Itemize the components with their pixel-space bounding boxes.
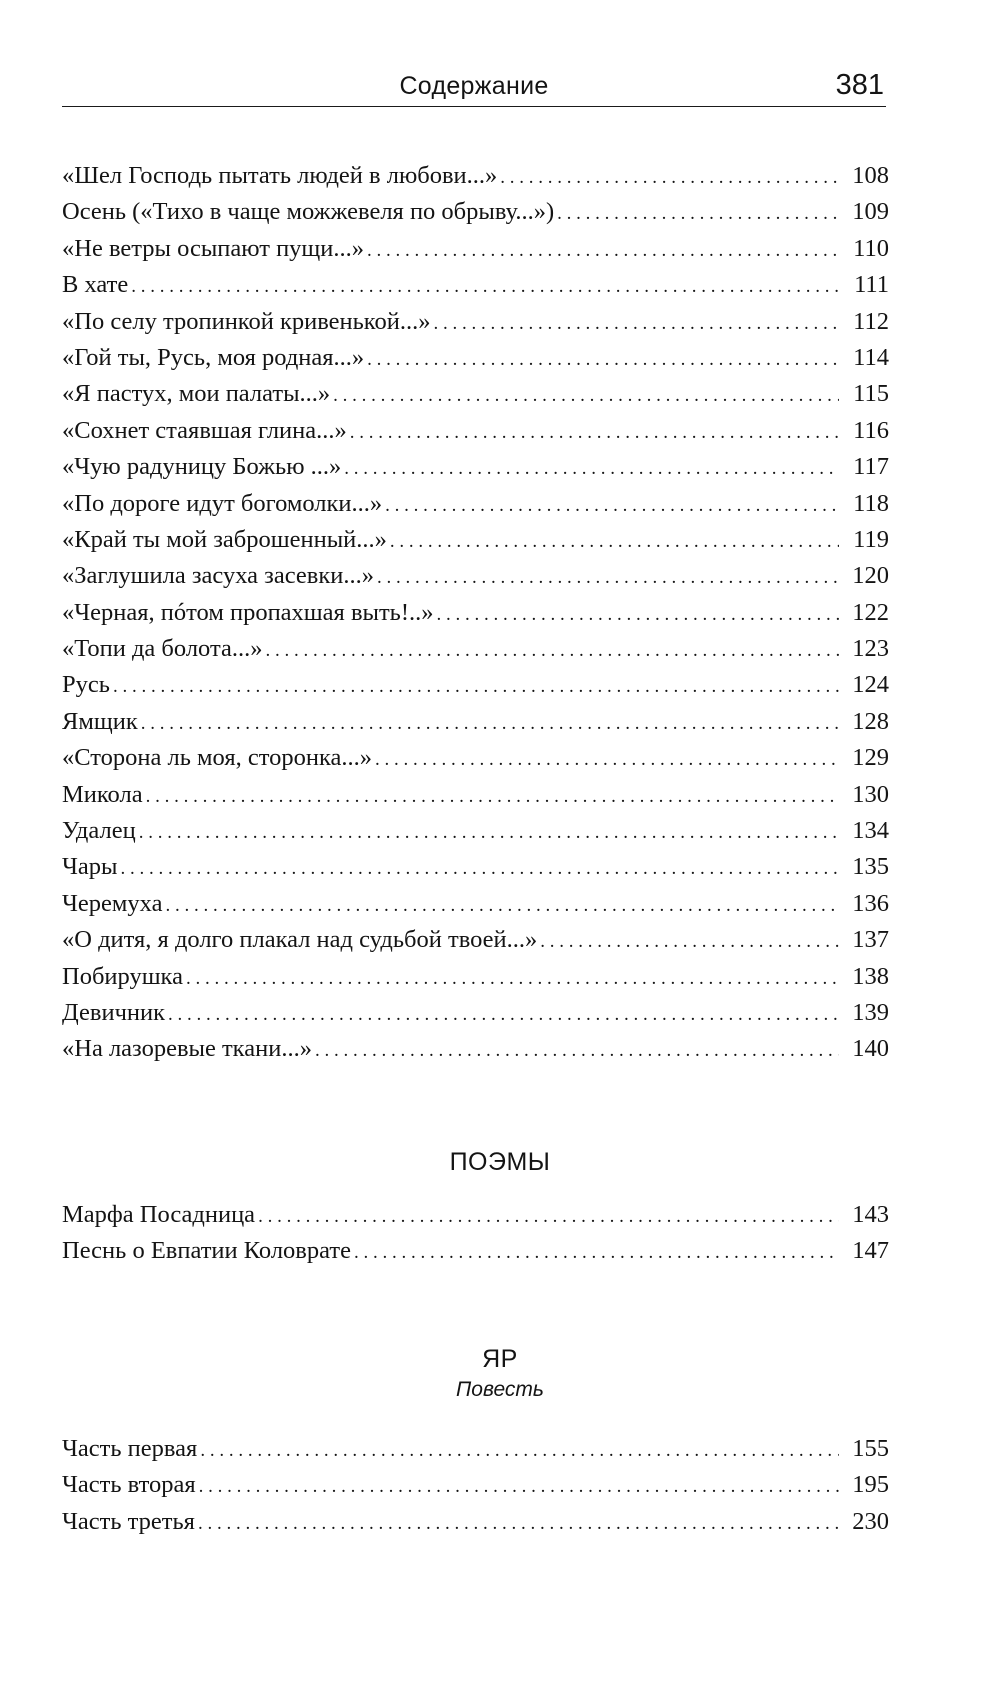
toc-entry-title: «Край ты мой заброшенный...»: [62, 525, 387, 553]
dot-leader: [200, 1433, 839, 1469]
toc-entry-page: 112: [853, 307, 889, 335]
toc-entry-page: 111: [854, 271, 889, 299]
toc-entry-title: «На лазоревые ткани...»: [62, 1035, 312, 1063]
toc-entry-page: 123: [852, 635, 889, 663]
toc-entry: [62, 1197, 889, 1233]
dot-leader: [385, 488, 839, 524]
toc-entry: [62, 1031, 889, 1067]
toc-entry: [62, 158, 889, 194]
toc-entry-title: Микола: [62, 780, 143, 808]
dot-leader: [131, 269, 839, 305]
toc-entry-page: 110: [853, 234, 889, 262]
toc-entry-page: 139: [852, 998, 889, 1026]
dot-leader: [367, 233, 839, 269]
toc-entry-page: 195: [852, 1471, 889, 1499]
toc-entry: [62, 267, 889, 303]
toc-entry: [62, 740, 889, 776]
toc-entry-title: «Гой ты, Русь, моя родная...»: [62, 343, 365, 371]
toc-entry-title: Часть вторая: [62, 1471, 196, 1499]
toc-entry: [62, 376, 889, 412]
toc-entry: [62, 486, 889, 522]
section-subheading-yar: Повесть: [456, 1378, 544, 1401]
toc-entry: [62, 813, 889, 849]
toc-entry: [62, 194, 889, 230]
toc-list-poems: [62, 1197, 889, 1270]
dot-leader: [437, 597, 839, 633]
toc-entry-page: 116: [853, 416, 889, 444]
toc-entry-page: 118: [853, 489, 889, 517]
dot-leader: [350, 415, 839, 451]
toc-entry: [62, 704, 889, 740]
toc-entry-title: «О дитя, я долго плакал над судьбой твоей...»: [62, 926, 538, 954]
toc-entry-page: 130: [852, 780, 889, 808]
toc-entry-page: 109: [852, 198, 889, 226]
dot-leader: [333, 378, 839, 414]
toc-entry-page: 135: [852, 853, 889, 881]
toc-entry: [62, 849, 889, 885]
dot-leader: [198, 1506, 839, 1542]
dot-leader: [199, 1469, 839, 1505]
dot-leader: [354, 1235, 839, 1271]
toc-entry-title: Черемуха: [62, 889, 163, 917]
toc-entry: [62, 449, 889, 485]
dot-leader: [258, 1199, 839, 1235]
toc-entry-page: 143: [852, 1201, 889, 1228]
toc-entry: [62, 1431, 889, 1467]
toc-entry-title: Чары: [62, 853, 118, 881]
running-header-title: Содержание: [399, 72, 549, 100]
toc-entry-title: «Топи да болота...»: [62, 635, 263, 663]
toc-entry-page: 122: [852, 598, 889, 626]
toc-entry-title: «По дороге идут богомолки...»: [62, 489, 383, 517]
section-heading-yar: ЯР: [482, 1345, 518, 1373]
toc-entry: [62, 304, 889, 340]
dot-leader: [168, 997, 839, 1033]
dot-leader: [121, 851, 839, 887]
toc-entry: [62, 340, 889, 376]
toc-entry-title: «По селу тропинкой кривенькой...»: [62, 307, 431, 335]
toc-entry-title: «Я пастух, мои палаты...»: [62, 380, 331, 408]
toc-entry-title: «Сторона ль моя, сторонка...»: [62, 744, 372, 772]
toc-entry-page: 124: [852, 671, 889, 699]
toc-entry: [62, 922, 889, 958]
toc-entry-title: Осень («Тихо в чаще можжевеля по обрыву...»): [62, 198, 555, 226]
toc-entry-title: «Чую радуницу Божью ...»: [62, 453, 342, 481]
toc-entry: [62, 995, 889, 1031]
toc-entry: [62, 777, 889, 813]
toc-entry: [62, 595, 889, 631]
toc-entry-page: 117: [853, 453, 889, 481]
toc-entry: [62, 886, 889, 922]
dot-leader: [266, 633, 840, 669]
toc-entry-title: «Не ветры осыпают пущи...»: [62, 234, 365, 262]
dot-leader: [500, 160, 839, 196]
toc-entry-page: 115: [853, 380, 889, 408]
toc-entry-page: 230: [852, 1507, 889, 1535]
toc-entry-page: 136: [852, 889, 889, 917]
toc-entry: [62, 1233, 889, 1269]
toc-entry-title: Ямщик: [62, 707, 138, 735]
toc-entry-title: Марфа Посадница: [62, 1201, 256, 1228]
dot-leader: [540, 924, 839, 960]
toc-entry-page: 147: [852, 1237, 889, 1265]
toc-entry-title: В хате: [62, 271, 129, 299]
dot-leader: [557, 196, 839, 232]
toc-entry: [62, 959, 889, 995]
toc-entry-title: Часть третья: [62, 1507, 195, 1535]
toc-entry-title: Часть первая: [62, 1435, 198, 1462]
dot-leader: [377, 560, 839, 596]
toc-entry-page: 137: [852, 926, 889, 954]
toc-entry-title: «Шел Господь пытать людей в любови...»: [62, 162, 498, 189]
toc-entry-title: «Сохнет стаявшая глина...»: [62, 416, 347, 444]
toc-entry: [62, 1504, 889, 1540]
toc-entry-page: 140: [852, 1035, 889, 1063]
toc-entry-page: 128: [852, 707, 889, 735]
toc-entry-page: 114: [853, 343, 889, 371]
running-header: [62, 66, 886, 107]
toc-list-yar: [62, 1431, 889, 1540]
toc-entry-page: 155: [852, 1435, 889, 1462]
toc-entry-title: Побирушка: [62, 962, 183, 990]
toc-entry: [62, 522, 889, 558]
toc-entry-title: Девичник: [62, 998, 166, 1026]
dot-leader: [141, 706, 839, 742]
toc-entry: [62, 231, 889, 267]
dot-leader: [113, 669, 839, 705]
toc-list-lyrics: [62, 158, 889, 1068]
dot-leader: [344, 451, 839, 487]
dot-leader: [367, 342, 839, 378]
section-heading-poems: ПОЭМЫ: [449, 1148, 551, 1176]
dot-leader: [315, 1033, 839, 1069]
toc-entry-page: 108: [852, 162, 889, 189]
toc-entry-title: «Черная, пóтом пропахшая выть!..»: [62, 598, 434, 626]
toc-entry: [62, 1467, 889, 1503]
page-number: 381: [835, 69, 884, 101]
toc-entry: [62, 667, 889, 703]
dot-leader: [146, 779, 839, 815]
toc-entry-page: 138: [852, 962, 889, 990]
dot-leader: [139, 815, 839, 851]
toc-entry-page: 119: [853, 525, 889, 553]
toc-entry: [62, 631, 889, 667]
toc-entry-title: «Заглушила засуха засевки...»: [62, 562, 374, 590]
dot-leader: [165, 888, 839, 924]
toc-entry: [62, 558, 889, 594]
toc-entry-page: 120: [852, 562, 889, 590]
toc-entry-title: Песнь о Евпатии Коловрате: [62, 1237, 351, 1265]
dot-leader: [186, 961, 839, 997]
toc-entry-page: 129: [852, 744, 889, 772]
toc-entry-page: 134: [852, 817, 889, 845]
toc-entry-title: Русь: [62, 671, 110, 699]
toc-entry-title: Удалец: [62, 817, 136, 845]
toc-entry: [62, 413, 889, 449]
dot-leader: [390, 524, 839, 560]
dot-leader: [375, 742, 839, 778]
dot-leader: [433, 306, 839, 342]
